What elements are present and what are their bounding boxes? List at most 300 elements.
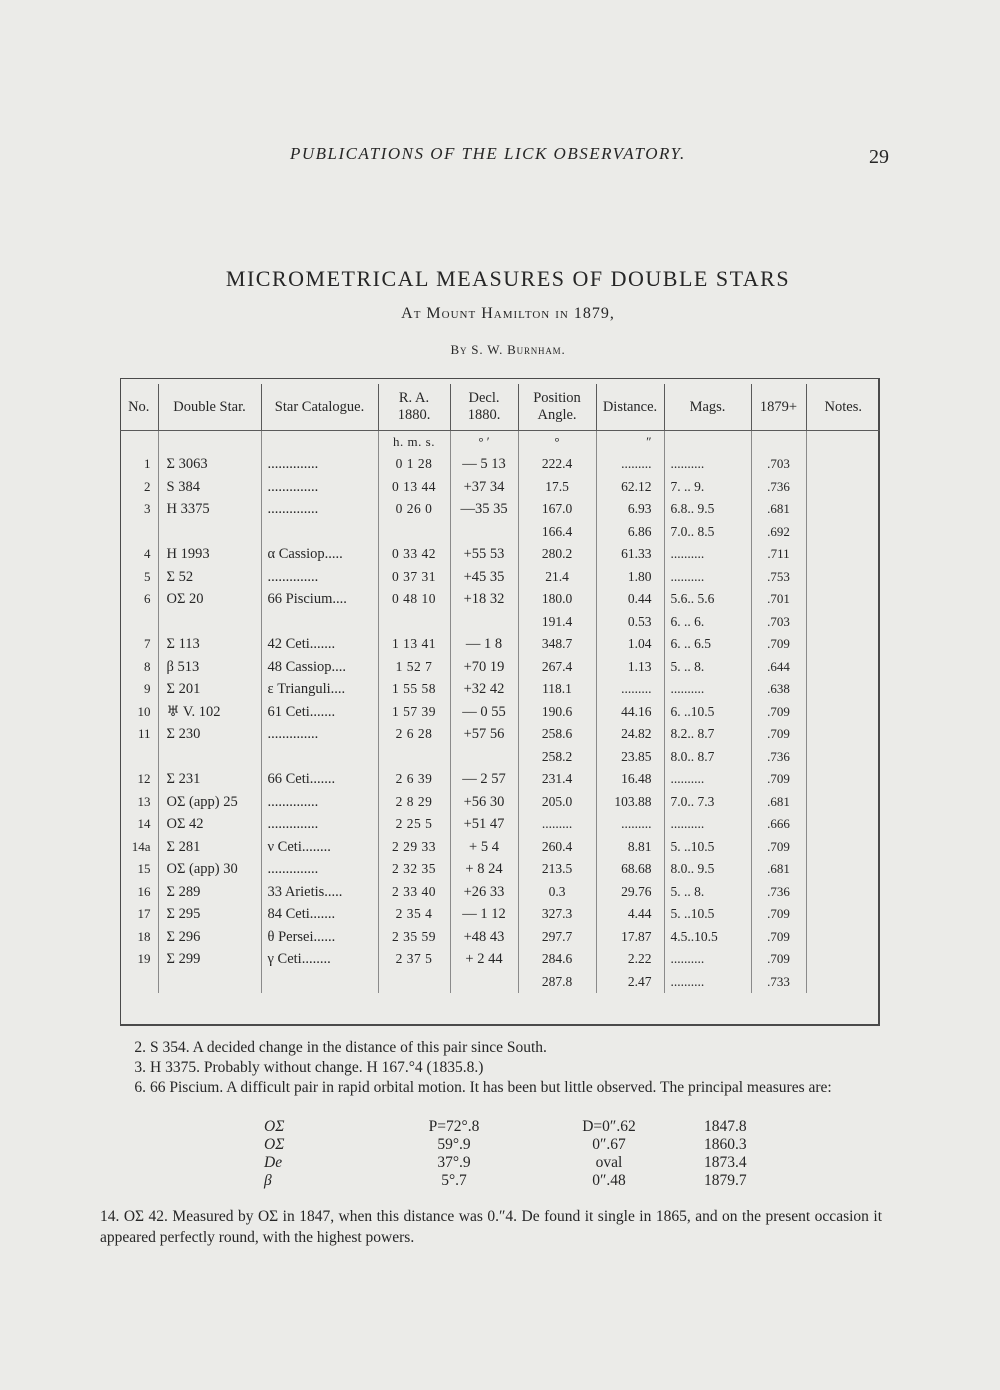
unit-label: ° ′: [450, 431, 518, 454]
distance: 16.48: [596, 768, 664, 791]
double-star-name: OΣ 42: [158, 813, 261, 836]
table-body: [120, 431, 880, 994]
double-star-name: Σ 281: [158, 836, 261, 859]
star-catalogue: 33 Arietis.....: [261, 881, 378, 904]
row-number: [120, 521, 158, 544]
column-header: Decl. 1880.: [450, 384, 518, 431]
distance: 1.04: [596, 633, 664, 656]
notes-cell: [806, 746, 880, 769]
position-angle: 327.3: [518, 903, 596, 926]
units-row: [120, 431, 880, 454]
magnitudes: 7.0.. 8.5: [664, 521, 751, 544]
column-header: R. A. 1880.: [378, 384, 450, 431]
row-number: [120, 971, 158, 994]
notes-cell: [806, 453, 880, 476]
column-header: Notes.: [806, 384, 880, 431]
column-header: 1879+: [751, 384, 806, 431]
position-angle: 258.6: [518, 723, 596, 746]
declination: +18 32: [450, 588, 518, 611]
position-angle: 297.7: [518, 926, 596, 949]
epoch: .736: [751, 476, 806, 499]
table-row: [120, 611, 880, 634]
magnitudes: 5.6.. 5.6: [664, 588, 751, 611]
note-text: H 3375. Probably without change. H 167.°4 (1835.8.): [150, 1059, 484, 1076]
star-catalogue: ..............: [261, 723, 378, 746]
declination: +55 53: [450, 543, 518, 566]
magnitudes: 4.5..10.5: [664, 926, 751, 949]
position-angle: 17.5: [518, 476, 596, 499]
epoch: .733: [751, 971, 806, 994]
distance: D=0″.62: [582, 1118, 636, 1135]
double-star-name: [158, 611, 261, 634]
epoch: .709: [751, 836, 806, 859]
notes-cell: [806, 813, 880, 836]
notes-cell: [806, 678, 880, 701]
right-ascension: 2 8 29: [378, 791, 450, 814]
notes-cell: [806, 701, 880, 724]
magnitudes: ..........: [664, 971, 751, 994]
double-star-name: ♅ V. 102: [158, 701, 261, 724]
empty-cell: [158, 431, 261, 454]
magnitudes: 6.8.. 9.5: [664, 498, 751, 521]
table-row: [120, 791, 880, 814]
distance: 1.13: [596, 656, 664, 679]
distance: .........: [596, 453, 664, 476]
star-catalogue: ..............: [261, 453, 378, 476]
epoch: .709: [751, 903, 806, 926]
row-number: [120, 746, 158, 769]
notes-cell: [806, 498, 880, 521]
distance: .........: [596, 678, 664, 701]
row-number: 2: [120, 476, 158, 499]
distance: .........: [596, 813, 664, 836]
magnitudes: ..........: [664, 543, 751, 566]
empty-cell: [806, 431, 880, 454]
magnitudes: 7.0.. 7.3: [664, 791, 751, 814]
epoch: .736: [751, 881, 806, 904]
empty-cell: [664, 431, 751, 454]
double-star-name: H 1993: [158, 543, 261, 566]
right-ascension: 1 55 58: [378, 678, 450, 701]
epoch: .681: [751, 858, 806, 881]
position-angle: 205.0: [518, 791, 596, 814]
magnitudes: ..........: [664, 678, 751, 701]
table-row: [120, 588, 880, 611]
note-number: 6.: [134, 1079, 146, 1096]
star-catalogue: [261, 746, 378, 769]
distance: 2.47: [596, 971, 664, 994]
distance: 2.22: [596, 948, 664, 971]
star-catalogue: θ Persei......: [261, 926, 378, 949]
table-row: [120, 656, 880, 679]
position-angle: 5°.7: [441, 1172, 467, 1189]
position-angle: 348.7: [518, 633, 596, 656]
magnitudes: 7. .. 9.: [664, 476, 751, 499]
row-number: 19: [120, 948, 158, 971]
epoch: 1847.8: [704, 1118, 747, 1135]
double-star-name: Σ 230: [158, 723, 261, 746]
notes-cell: [806, 881, 880, 904]
row-number: 18: [120, 926, 158, 949]
declination: +32 42: [450, 678, 518, 701]
right-ascension: 2 33 40: [378, 881, 450, 904]
unit-label: h. m. s.: [378, 431, 450, 454]
distance: 0.44: [596, 588, 664, 611]
epoch: .703: [751, 453, 806, 476]
note-number: 2.: [134, 1039, 146, 1056]
notes-cell: [806, 723, 880, 746]
double-star-name: Σ 299: [158, 948, 261, 971]
notes-cell: [806, 588, 880, 611]
epoch: 1860.3: [704, 1136, 747, 1153]
notes-cell: [806, 656, 880, 679]
table-row: [120, 768, 880, 791]
header-row: [120, 384, 880, 431]
unit-label: °: [518, 431, 596, 454]
note-14: [100, 1206, 882, 1248]
note-text: OΣ 42. Measured by OΣ in 1847, when this distance was 0.″4. De found it single in 1865, and on the present occasion it appeared perfectly round, with the highest powers.: [100, 1208, 882, 1246]
declination: + 8 24: [450, 858, 518, 881]
declination: +70 19: [450, 656, 518, 679]
epoch: .709: [751, 948, 806, 971]
position-angle: 37°.9: [437, 1154, 471, 1171]
double-star-name: Σ 201: [158, 678, 261, 701]
double-star-name: Σ 295: [158, 903, 261, 926]
double-star-name: OΣ (app) 30: [158, 858, 261, 881]
star-catalogue: α Cassiop.....: [261, 543, 378, 566]
row-number: 11: [120, 723, 158, 746]
right-ascension: 0 26 0: [378, 498, 450, 521]
right-ascension: 0 1 28: [378, 453, 450, 476]
row-number: 9: [120, 678, 158, 701]
epoch: .709: [751, 633, 806, 656]
observer: OΣ: [264, 1118, 285, 1135]
magnitudes: 5. ..10.5: [664, 836, 751, 859]
notes-cell: [806, 948, 880, 971]
notes-cell: [806, 543, 880, 566]
table-row: [120, 498, 880, 521]
note-text: 66 Piscium. A difficult pair in rapid orbital motion. It has been but little observed. The principal measures are:: [150, 1079, 832, 1096]
distance: 4.44: [596, 903, 664, 926]
table-row: [120, 723, 880, 746]
table-row: [120, 926, 880, 949]
table-row: [120, 746, 880, 769]
row-number: [120, 611, 158, 634]
magnitudes: ..........: [664, 566, 751, 589]
row-number: 13: [120, 791, 158, 814]
position-angle: 21.4: [518, 566, 596, 589]
declination: +57 56: [450, 723, 518, 746]
star-catalogue: γ Ceti........: [261, 948, 378, 971]
notes-block: [100, 1038, 890, 1098]
table-row: [120, 566, 880, 589]
position-angle: 0.3: [518, 881, 596, 904]
distance: 0″.67: [592, 1136, 626, 1153]
notes-cell: [806, 903, 880, 926]
position-angle: 284.6: [518, 948, 596, 971]
declination: +56 30: [450, 791, 518, 814]
position-angle: 231.4: [518, 768, 596, 791]
measure-row: [250, 1154, 804, 1172]
row-number: 7: [120, 633, 158, 656]
position-angle: 59°.9: [437, 1136, 471, 1153]
table-row: [120, 701, 880, 724]
double-star-name: OΣ 20: [158, 588, 261, 611]
star-catalogue: 48 Cassiop....: [261, 656, 378, 679]
row-number: 14a: [120, 836, 158, 859]
table-row: [120, 476, 880, 499]
star-catalogue: [261, 611, 378, 634]
measure-row: [250, 1136, 804, 1154]
table-row: [120, 678, 880, 701]
position-angle: 222.4: [518, 453, 596, 476]
star-catalogue: ..............: [261, 476, 378, 499]
position-angle: 166.4: [518, 521, 596, 544]
magnitudes: 6. ..10.5: [664, 701, 751, 724]
table-row: [120, 881, 880, 904]
star-catalogue: 66 Piscium....: [261, 588, 378, 611]
declination: — 1 12: [450, 903, 518, 926]
notes-cell: [806, 768, 880, 791]
position-angle: 167.0: [518, 498, 596, 521]
empty-cell: [261, 431, 378, 454]
epoch: 1873.4: [704, 1154, 747, 1171]
declination: +26 33: [450, 881, 518, 904]
distance: 6.86: [596, 521, 664, 544]
distance: 62.12: [596, 476, 664, 499]
double-star-name: Σ 3063: [158, 453, 261, 476]
position-angle: .........: [518, 813, 596, 836]
distance: 0″.48: [592, 1172, 626, 1189]
note-number: 3.: [134, 1059, 146, 1076]
star-catalogue: ..............: [261, 498, 378, 521]
row-number: 6: [120, 588, 158, 611]
page-number: 29: [869, 146, 889, 168]
magnitudes: 6. .. 6.5: [664, 633, 751, 656]
position-angle: 258.2: [518, 746, 596, 769]
magnitudes: 8.2.. 8.7: [664, 723, 751, 746]
notes-cell: [806, 611, 880, 634]
epoch: .692: [751, 521, 806, 544]
epoch: .736: [751, 746, 806, 769]
right-ascension: 2 35 4: [378, 903, 450, 926]
right-ascension: [378, 611, 450, 634]
column-header: Distance.: [596, 384, 664, 431]
right-ascension: 2 32 35: [378, 858, 450, 881]
double-star-name: [158, 746, 261, 769]
distance: 29.76: [596, 881, 664, 904]
star-catalogue: ..............: [261, 813, 378, 836]
measure-row: [250, 1118, 804, 1136]
star-catalogue: [261, 971, 378, 994]
epoch: .703: [751, 611, 806, 634]
table-row: [120, 813, 880, 836]
distance: 8.81: [596, 836, 664, 859]
right-ascension: 2 35 59: [378, 926, 450, 949]
star-catalogue: ε Trianguli....: [261, 678, 378, 701]
epoch: .666: [751, 813, 806, 836]
declination: +37 34: [450, 476, 518, 499]
position-angle: 280.2: [518, 543, 596, 566]
declination: +48 43: [450, 926, 518, 949]
table-row: [120, 543, 880, 566]
table-row: [120, 858, 880, 881]
declination: [450, 611, 518, 634]
column-header: Position Angle.: [518, 384, 596, 431]
notes-cell: [806, 521, 880, 544]
distance: 68.68: [596, 858, 664, 881]
magnitudes: 8.0.. 9.5: [664, 858, 751, 881]
declination: — 0 55: [450, 701, 518, 724]
star-catalogue: ν Ceti........: [261, 836, 378, 859]
column-header: Star Catalogue.: [261, 384, 378, 431]
star-catalogue: ..............: [261, 566, 378, 589]
distance: 103.88: [596, 791, 664, 814]
right-ascension: [378, 971, 450, 994]
magnitudes: ..........: [664, 813, 751, 836]
row-number: 8: [120, 656, 158, 679]
row-number: 5: [120, 566, 158, 589]
position-angle: 191.4: [518, 611, 596, 634]
distance: 24.82: [596, 723, 664, 746]
unit-label: ″: [596, 431, 664, 454]
declination: [450, 521, 518, 544]
epoch: .753: [751, 566, 806, 589]
star-catalogue: 61 Ceti.......: [261, 701, 378, 724]
table-row: [120, 971, 880, 994]
magnitudes: 5. .. 8.: [664, 656, 751, 679]
notes-cell: [806, 858, 880, 881]
distance: 1.80: [596, 566, 664, 589]
notes-cell: [806, 836, 880, 859]
magnitudes: 8.0.. 8.7: [664, 746, 751, 769]
row-number: 12: [120, 768, 158, 791]
distance: 61.33: [596, 543, 664, 566]
notes-cell: [806, 476, 880, 499]
distance: 17.87: [596, 926, 664, 949]
star-catalogue: [261, 521, 378, 544]
epoch: 1879.7: [704, 1172, 747, 1189]
note-text: S 354. A decided change in the distance of this pair since South.: [150, 1039, 547, 1056]
star-catalogue: ..............: [261, 791, 378, 814]
position-angle: 180.0: [518, 588, 596, 611]
right-ascension: [378, 746, 450, 769]
table-row: [120, 521, 880, 544]
position-angle: 267.4: [518, 656, 596, 679]
position-angle: P=72°.8: [428, 1118, 480, 1135]
declination: [450, 746, 518, 769]
epoch: .709: [751, 926, 806, 949]
declination: [450, 971, 518, 994]
right-ascension: 2 29 33: [378, 836, 450, 859]
note-number: 14.: [100, 1208, 120, 1225]
star-catalogue: 84 Ceti.......: [261, 903, 378, 926]
row-number: 14: [120, 813, 158, 836]
distance: 44.16: [596, 701, 664, 724]
double-star-name: OΣ (app) 25: [158, 791, 261, 814]
notes-cell: [806, 566, 880, 589]
epoch: .709: [751, 701, 806, 724]
position-angle: 213.5: [518, 858, 596, 881]
table-row: [120, 453, 880, 476]
row-number: 16: [120, 881, 158, 904]
distance: 23.85: [596, 746, 664, 769]
declination: — 5 13: [450, 453, 518, 476]
right-ascension: 0 33 42: [378, 543, 450, 566]
row-number: 17: [120, 903, 158, 926]
table-row: [120, 836, 880, 859]
declination: + 5 4: [450, 836, 518, 859]
position-angle: 118.1: [518, 678, 596, 701]
star-catalogue: 66 Ceti.......: [261, 768, 378, 791]
epoch: .701: [751, 588, 806, 611]
double-star-name: Σ 231: [158, 768, 261, 791]
measures-table: [120, 384, 880, 993]
table-row: [120, 633, 880, 656]
row-number: 15: [120, 858, 158, 881]
right-ascension: 2 6 28: [378, 723, 450, 746]
note: [100, 1058, 890, 1078]
empty-cell: [120, 431, 158, 454]
observer: OΣ: [264, 1136, 285, 1153]
declination: — 2 57: [450, 768, 518, 791]
note: [100, 1038, 890, 1058]
magnitudes: 6. .. 6.: [664, 611, 751, 634]
subtitle: At Mount Hamilton in 1879,: [401, 305, 615, 322]
magnitudes: 5. ..10.5: [664, 903, 751, 926]
epoch: .709: [751, 723, 806, 746]
double-star-name: S 384: [158, 476, 261, 499]
declination: +45 35: [450, 566, 518, 589]
position-angle: 190.6: [518, 701, 596, 724]
magnitudes: ..........: [664, 768, 751, 791]
right-ascension: 0 48 10: [378, 588, 450, 611]
distance: 6.93: [596, 498, 664, 521]
declination: — 1 8: [450, 633, 518, 656]
magnitudes: ..........: [664, 948, 751, 971]
right-ascension: 2 6 39: [378, 768, 450, 791]
star-catalogue: 42 Ceti.......: [261, 633, 378, 656]
measure-row: [250, 1172, 804, 1190]
double-star-name: Σ 296: [158, 926, 261, 949]
empty-cell: [751, 431, 806, 454]
epoch: .644: [751, 656, 806, 679]
double-star-name: Σ 52: [158, 566, 261, 589]
observer: De: [264, 1154, 283, 1171]
position-angle: 287.8: [518, 971, 596, 994]
epoch: .681: [751, 498, 806, 521]
double-star-name: β 513: [158, 656, 261, 679]
double-star-name: [158, 521, 261, 544]
double-star-name: H 3375: [158, 498, 261, 521]
byline: By S. W. Burnham.: [450, 342, 566, 357]
column-header: Mags.: [664, 384, 751, 431]
right-ascension: 2 37 5: [378, 948, 450, 971]
row-number: 10: [120, 701, 158, 724]
star-catalogue: ..............: [261, 858, 378, 881]
declination: + 2 44: [450, 948, 518, 971]
right-ascension: 1 13 41: [378, 633, 450, 656]
notes-cell: [806, 633, 880, 656]
double-star-name: [158, 971, 261, 994]
page-title: MICROMETRICAL MEASURES OF DOUBLE STARS: [225, 266, 791, 291]
right-ascension: 2 25 5: [378, 813, 450, 836]
observer: β: [264, 1172, 272, 1189]
notes-cell: [806, 971, 880, 994]
distance: 0.53: [596, 611, 664, 634]
running-head: PUBLICATIONS OF THE LICK OBSERVATORY.: [290, 144, 686, 163]
table-row: [120, 948, 880, 971]
